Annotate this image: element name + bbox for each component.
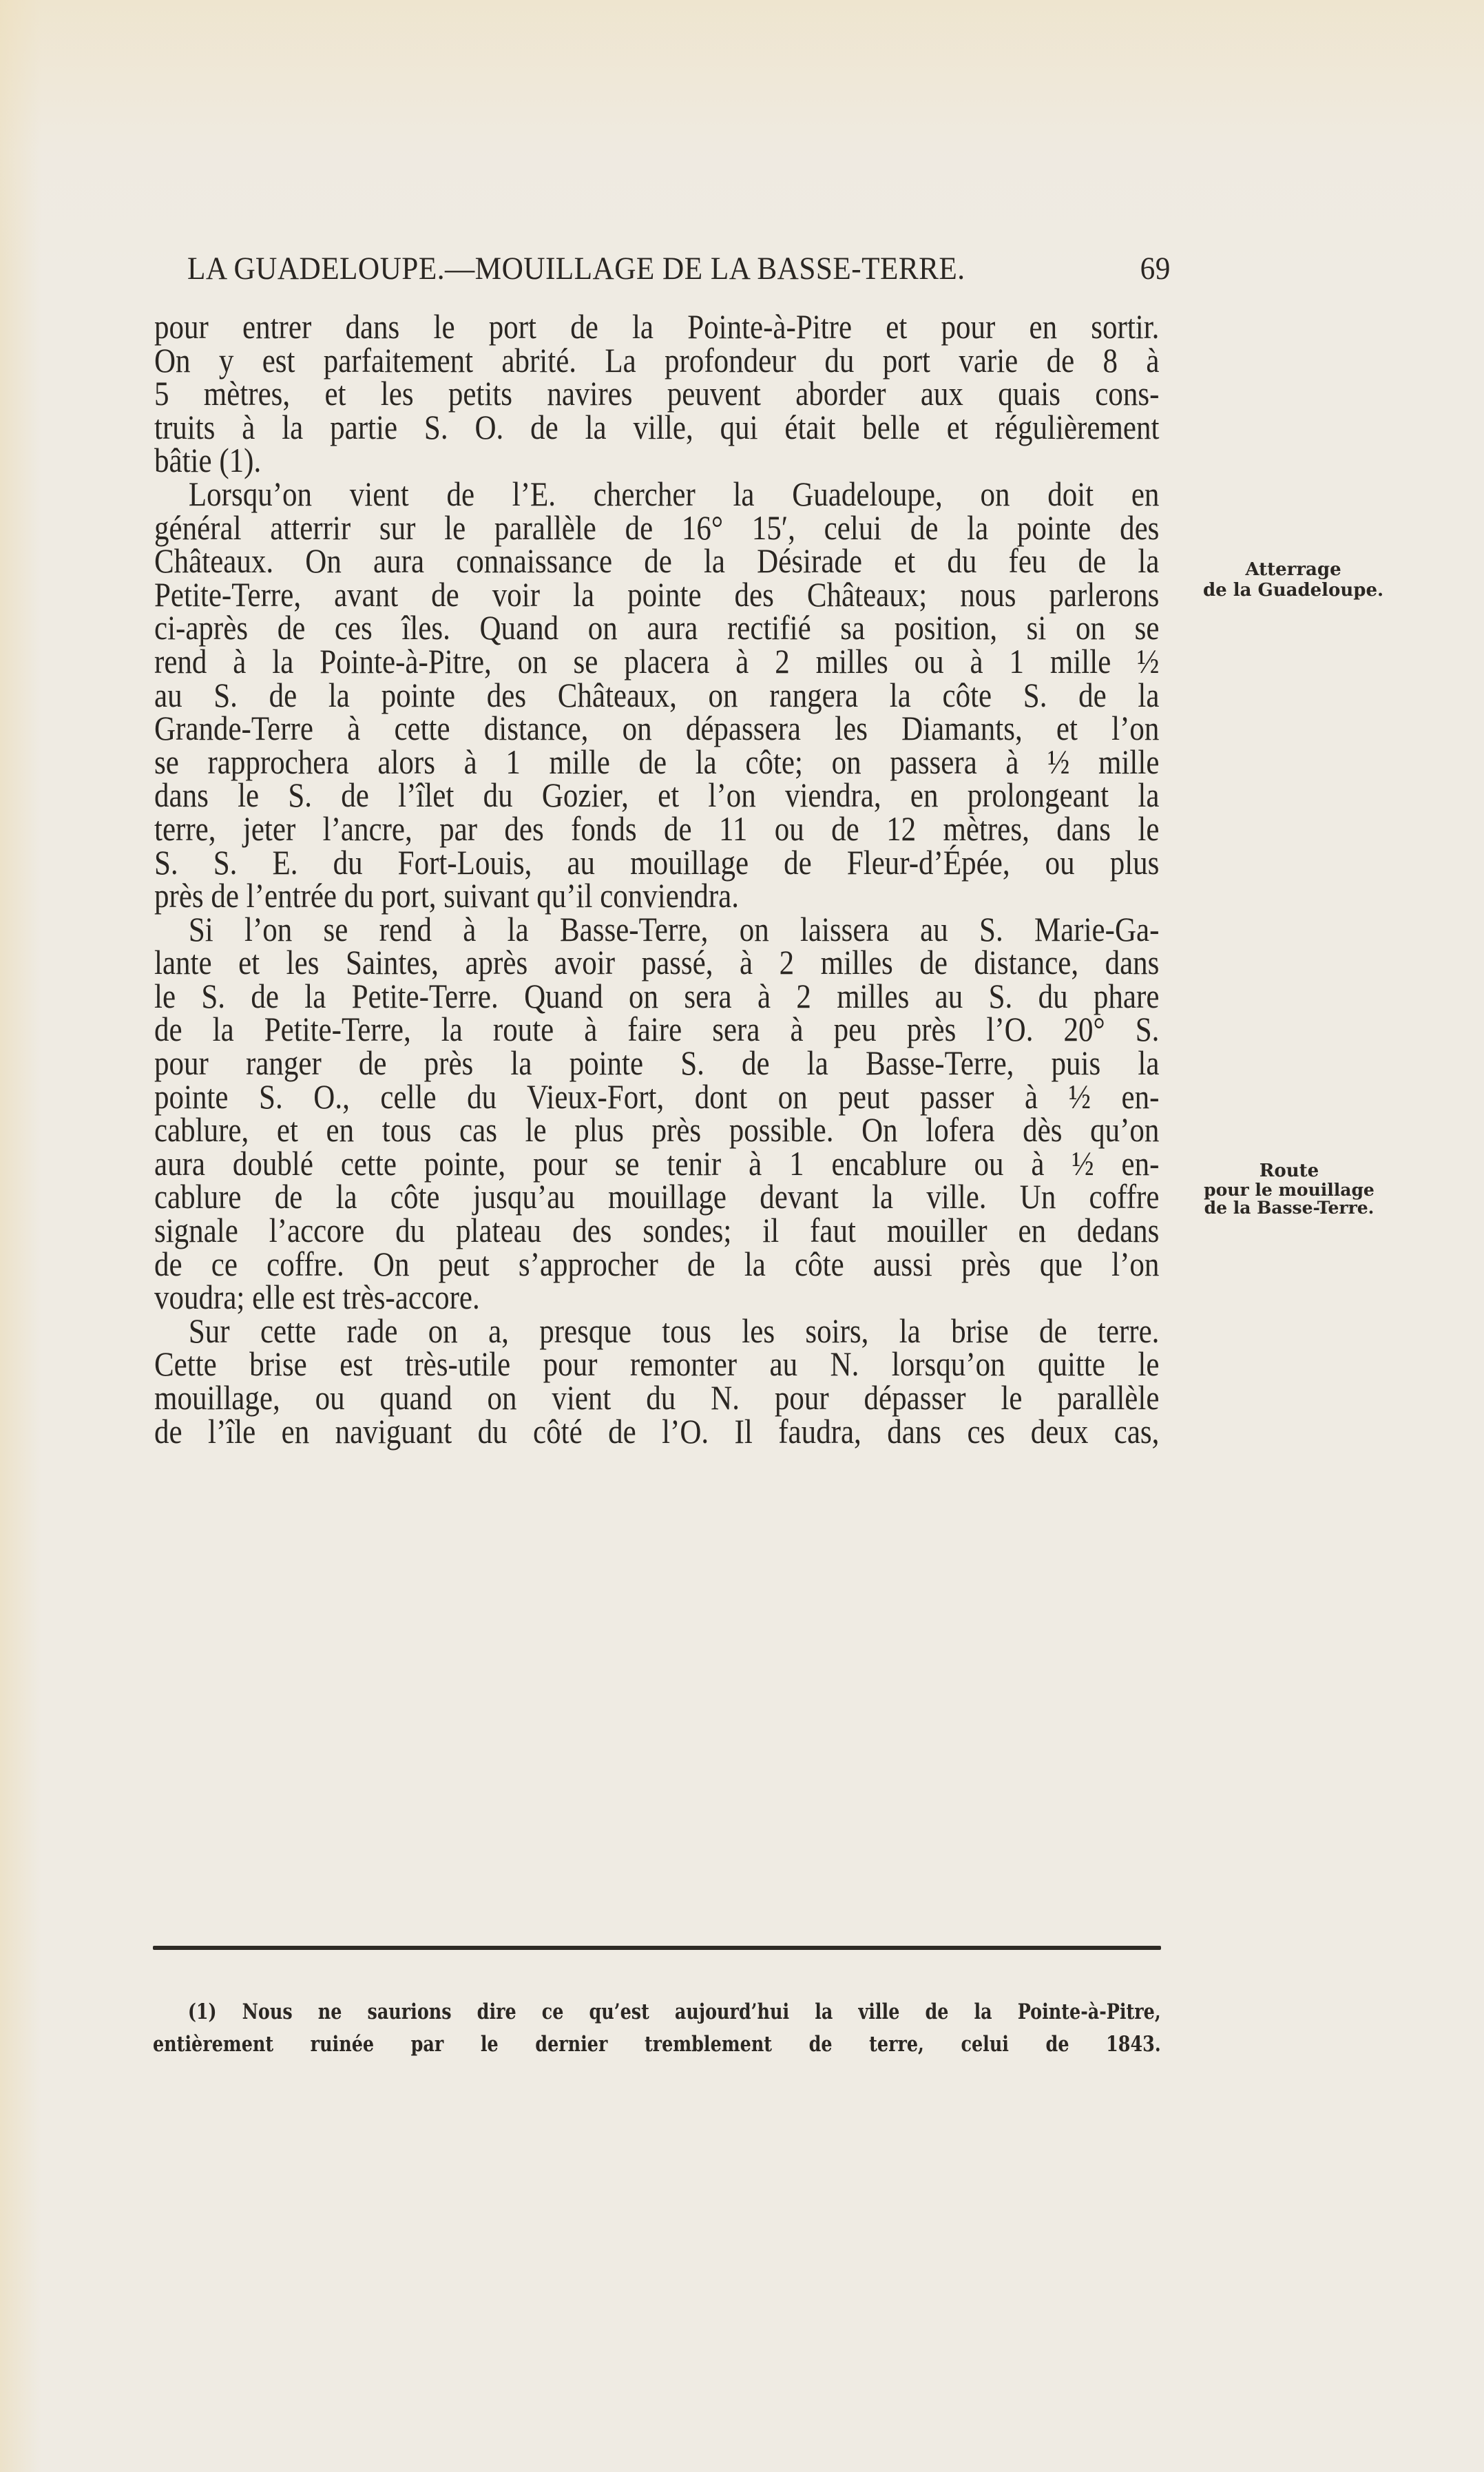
running-head [187,248,1171,289]
text-line: On y est parfaitement abrité. La profondeur du port varie de 8 à [154,340,1160,380]
text-line: terre, jeter l’ancre, par des fonds de 11 ou de 12 mètres, dans le [154,809,1160,848]
text-line: voudra; elle est très-accore. [154,1278,480,1317]
text-line: cablure de la côte jusqu’au mouillage devant la ville. Un coffre [154,1177,1160,1216]
text-line: Grande-Terre à cette distance, on dépassera les Diamants, et l’on [154,709,1160,748]
text-line: le S. de la Petite-Terre. Quand on sera à 2 milles au S. du phare [154,976,1160,1015]
text-line: de la Petite-Terre, la route à faire sera à peu près l’O. 20° S. [154,1010,1160,1049]
footnote-line: (1) Nous ne saurions dire ce qu’est aujourd’hui la ville de la Pointe-à-Pitre, [187,2000,1161,2024]
paragraph-start-line: Lorsqu’on vient de l’E. chercher la Guadeloupe, on doit en [188,474,1160,513]
margin-note-line: Atterrage [1245,559,1341,580]
text-line: signale l’accore du plateau des sondes; il faut mouiller en dedans [154,1211,1160,1250]
text-line: dans le S. de l’îlet du Gozier, et l’on viendra, en prolongeant la [154,776,1160,815]
text-line: Châteaux. On aura connaissance de la Désirade et du feu de la [154,541,1160,581]
margin-note-line: pour le mouillage [1204,1180,1375,1200]
text-line: pour entrer dans le port de la Pointe-à-Pitre et pour en sortir. [154,307,1160,346]
text-line: au S. de la pointe des Châteaux, on rangera la côte S. de la [154,675,1160,714]
text-line: rend à la Pointe-à-Pitre, on se placera à 2 milles ou à 1 mille ½ [154,641,1160,681]
footnote-line: entièrement ruinée par le dernier tremblement de terre, celui de 1843. [153,2032,1161,2057]
margin-note-line: Route [1259,1161,1319,1181]
margin-note-line: de la Basse-Terre. [1204,1198,1375,1218]
footnote [153,1996,1161,2061]
footnote-separator-rule [153,1946,1161,1950]
page-number: 69 [1140,251,1171,287]
text-line: mouillage, ou quand on vient du N. pour dépasser le parallèle [154,1378,1160,1417]
paragraph-start-line: Si l’on se rend à la Basse-Terre, on laissera au S. Marie-Ga- [188,909,1160,948]
text-line: S. S. E. du Fort-Louis, au mouillage de Fleur-d’Épée, ou plus [154,842,1160,882]
text-line: truits à la partie S. O. de la ville, qui était belle et régulièrement [154,407,1160,446]
text-line: lante et les Saintes, après avoir passé, à 2 milles de distance, dans [154,943,1160,982]
body-text [154,307,1160,1451]
paragraph-start-line: Sur cette rade on a, presque tous les soirs, la brise de terre. [188,1311,1160,1350]
text-line: aura doublé cette pointe, pour se tenir à 1 encablure ou à ½ en- [154,1143,1160,1183]
text-line: bâtie (1). [154,441,262,480]
text-line: cablure, et en tous cas le plus près possible. On lofera dès qu’on [154,1110,1160,1150]
margin-note-line: de la Guadeloupe. [1202,580,1384,601]
margin-note-atterrage [1183,559,1403,601]
text-line: pointe S. O., celle du Vieux-Fort, dont on peut passer à ½ en- [154,1077,1160,1116]
text-line: général atterrir sur le parallèle de 16° 15′, celui de la pointe des [154,508,1160,547]
text-line: Cette brise est très-utile pour remonter au N. lorsqu’on quitte le [154,1344,1160,1384]
text-line: de l’île en naviguant du côté de l’O. Il faudra, dans ces deux cas, [154,1411,1160,1451]
text-line: Petite-Terre, avant de voir la pointe des Châteaux; nous parlerons [154,574,1160,614]
running-head-title: LA GUADELOUPE.—MOUILLAGE DE LA BASSE-TERRE. [187,251,965,287]
margin-note-route [1179,1161,1399,1217]
text-line: ci-après de ces îles. Quand on aura rectifié sa position, si on se [154,608,1160,647]
text-line: pour ranger de près la pointe S. de la Basse-Terre, puis la [154,1043,1160,1083]
text-line: 5 mètres, et les petits navires peuvent aborder aux quais cons- [154,374,1160,413]
text-line: de ce coffre. On peut s’approcher de la côte aussi près que l’on [154,1244,1160,1283]
text-line: se rapprochera alors à 1 mille de la côte; on passera à ½ mille [154,742,1160,781]
text-line: près de l’entrée du port, suivant qu’il conviendra. [154,876,739,915]
